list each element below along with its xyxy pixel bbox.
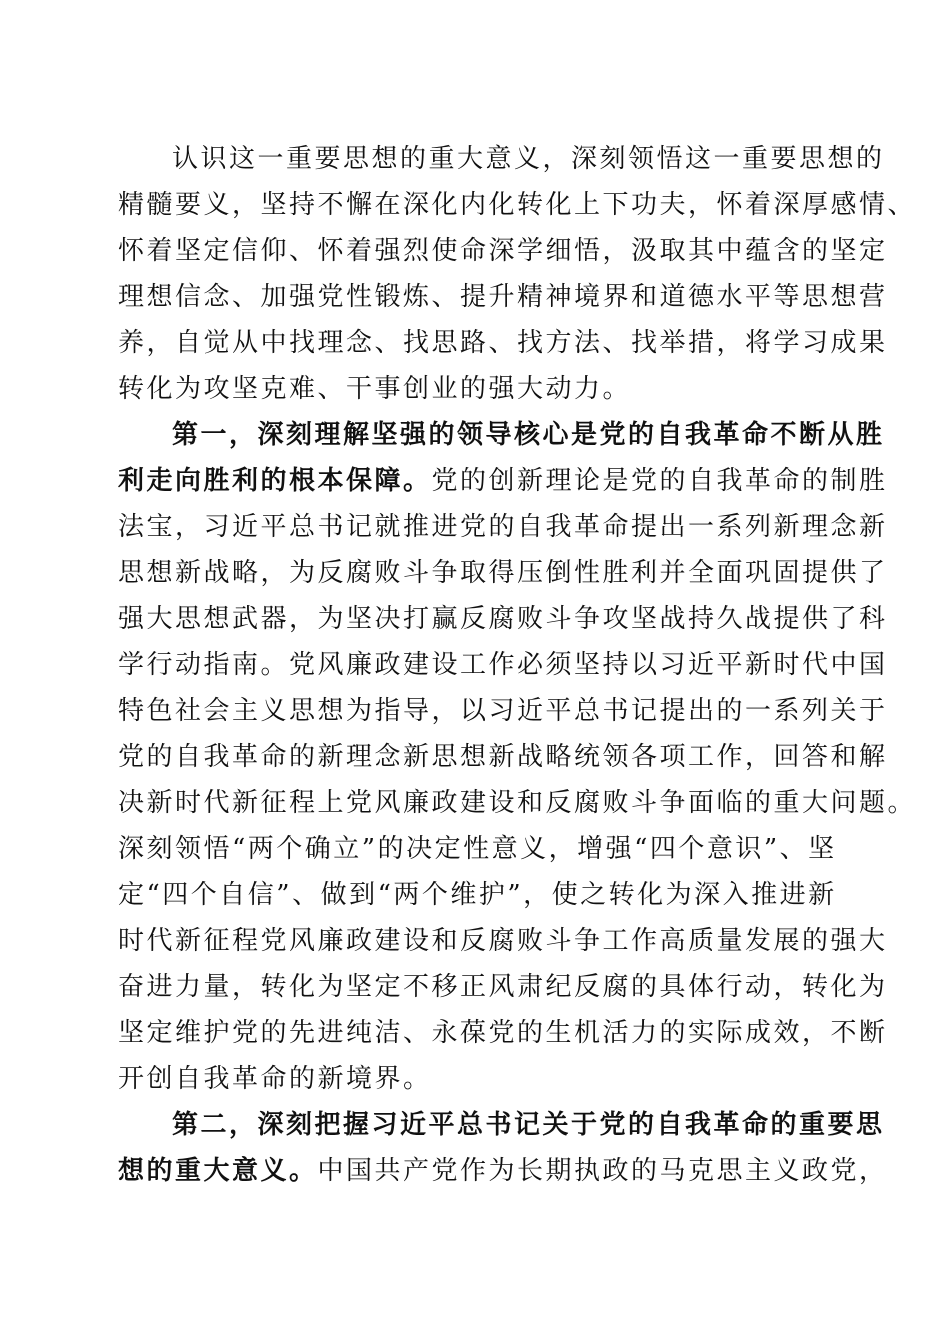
paragraph-2-heading-line-2: 利走向胜利的根本保障。 — [118, 466, 432, 496]
paragraph-2-line-2-rest: 党的创新理论是党的自我革命的制胜 — [431, 466, 888, 496]
paragraph-2-line-13: 奋进力量，转化为坚定不移正风肃纪反腐的具体行动，转化为 — [118, 972, 888, 1002]
paragraph-2-line-5: 强大思想武器，为坚决打赢反腐败斗争攻坚战持久战提供了科 — [118, 604, 888, 634]
paragraph-1-line-3: 怀着坚定信仰、怀着强烈使命深学细悟，汲取其中蕴含的坚定 — [118, 236, 888, 266]
paragraph-2-line-14: 坚定维护党的先进纯洁、永葆党的生机活力的实际成效，不断 — [118, 1018, 888, 1048]
paragraph-1-line-2: 精髓要义，坚持不懈在深化内化转化上下功夫，怀着深厚感情、 — [118, 190, 917, 220]
paragraph-2-line-9: 决新时代新征程上党风廉政建设和反腐败斗争面临的重大问题。 — [118, 788, 917, 818]
paragraph-2-line-4: 思想新战略，为反腐败斗争取得压倒性胜利并全面巩固提供了 — [118, 558, 888, 588]
paragraph-2-line-11: 定“四个自信”、做到“两个维护”，使之转化为深入推进新 — [118, 880, 837, 910]
paragraph-2-line-10: 深刻领悟“两个确立”的决定性意义，增强“四个意识”、坚 — [118, 834, 837, 864]
paragraph-2-line-2 — [118, 458, 888, 504]
paragraph-1-line-1: 认识这一重要思想的重大意义，深刻领悟这一重要思想的 — [172, 144, 885, 174]
paragraph-2-line-12: 时代新征程党风廉政建设和反腐败斗争工作高质量发展的强大 — [118, 926, 888, 956]
paragraph-2-line-8: 党的自我革命的新理念新思想新战略统领各项工作，回答和解 — [118, 742, 888, 772]
paragraph-3-line-2-rest: 中国共产党作为长期执政的马克思主义政党， — [317, 1156, 888, 1186]
paragraph-2-line-15: 开创自我革命的新境界。 — [118, 1064, 432, 1094]
paragraph-1-line-6: 转化为攻坚克难、干事创业的强大动力。 — [118, 374, 632, 404]
paragraph-3-line-2 — [118, 1148, 888, 1194]
paragraph-1-line-4: 理想信念、加强党性锻炼、提升精神境界和道德水平等思想营 — [118, 282, 888, 312]
paragraph-1-line-5: 养，自觉从中找理念、找思路、找方法、找举措，将学习成果 — [118, 328, 888, 358]
paragraph-2-heading-line-1: 第一，深刻理解坚强的领导核心是党的自我革命不断从胜 — [172, 420, 885, 450]
paragraph-2-line-7: 特色社会主义思想为指导，以习近平总书记提出的一系列关于 — [118, 696, 888, 726]
paragraph-3-heading-line-2: 想的重大意义。 — [118, 1156, 318, 1186]
paragraph-2-line-6: 学行动指南。党风廉政建设工作必须坚持以习近平新时代中国 — [118, 650, 888, 680]
paragraph-2-line-3: 法宝，习近平总书记就推进党的自我革命提出一系列新理念新 — [118, 512, 888, 542]
paragraph-3-heading-line-1: 第二，深刻把握习近平总书记关于党的自我革命的重要思 — [172, 1110, 885, 1140]
